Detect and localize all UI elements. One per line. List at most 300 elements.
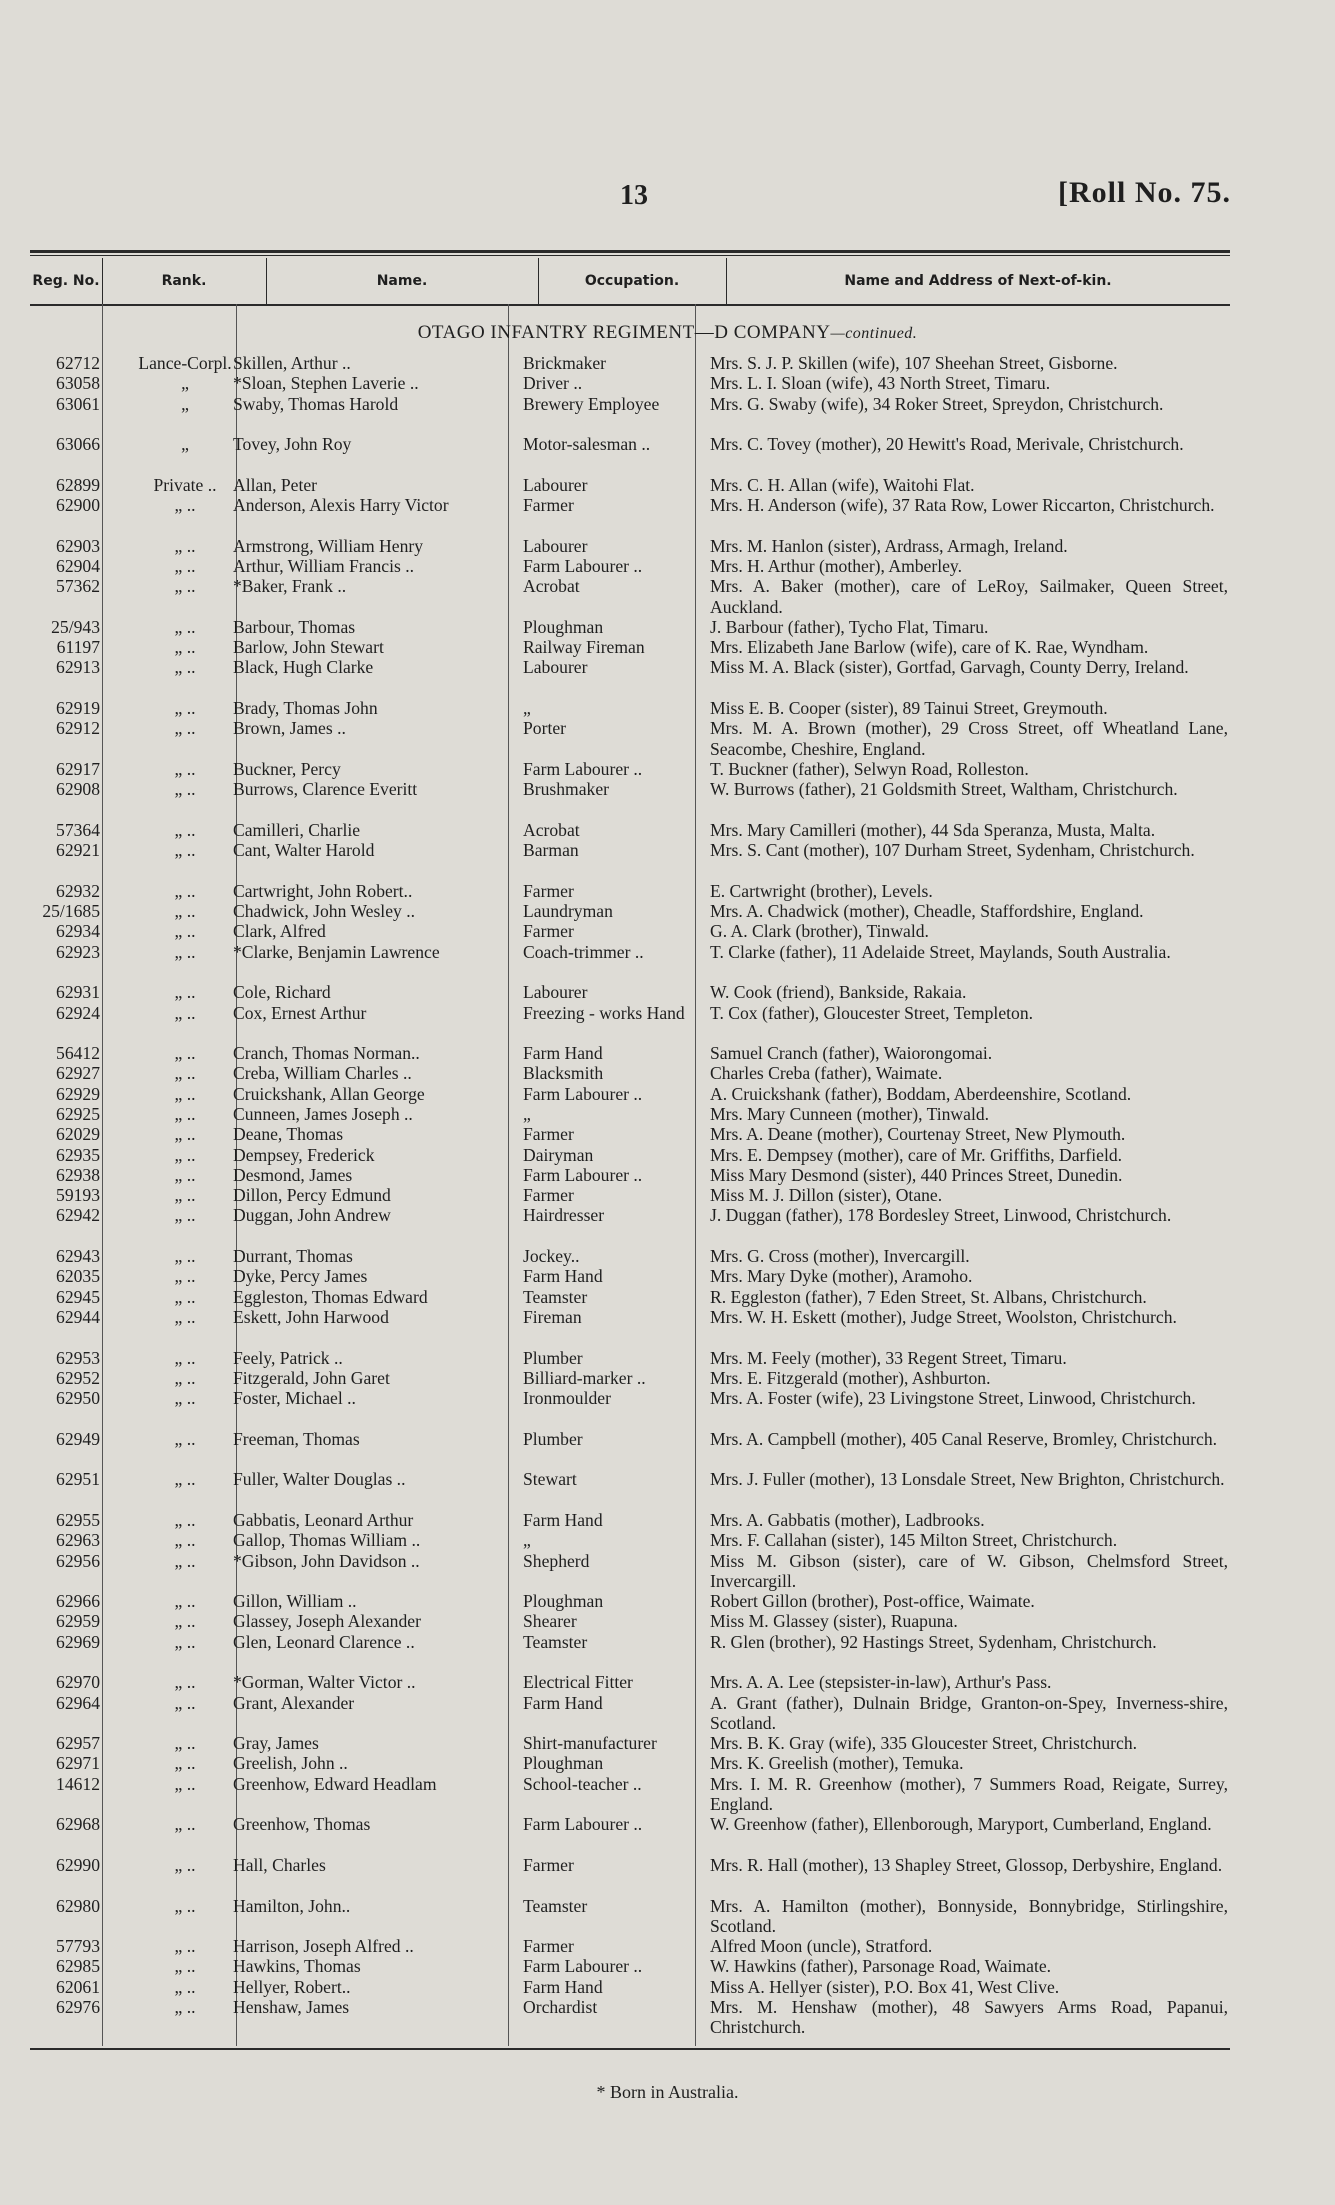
next-of-kin: Mrs. M. Henshaw (mother), 48 Sawyers Arms Road, Papanui, Christchurch. [710, 1997, 1228, 2038]
soldier-name: Desmond, James [233, 1164, 353, 1185]
reg-number: 62956 [56, 1550, 100, 1571]
rank: „ .. [174, 840, 196, 861]
table-row [30, 1429, 1230, 1470]
reg-number: 62931 [56, 982, 100, 1003]
soldier-name: Tovey, John Roy [233, 434, 352, 455]
table-row [30, 1266, 1230, 1286]
reg-number: 62968 [56, 1814, 100, 1835]
occupation: Farmer [523, 495, 574, 516]
next-of-kin: Mrs. A. Baker (mother), care of LeRoy, Sailmaker, Queen Street, Auckland. [710, 576, 1228, 617]
soldier-name: Fitzgerald, John Garet [233, 1367, 390, 1388]
soldier-name: Brady, Thomas John [233, 698, 378, 719]
next-of-kin: Mrs. A. Foster (wife), 23 Livingstone Street, Linwood, Christchurch. [710, 1388, 1196, 1409]
rank: „ .. [174, 1631, 196, 1652]
next-of-kin: Miss M. Gibson (sister), care of W. Gibson, Chelmsford Street, Invercargill. [710, 1550, 1228, 1591]
reg-number: 62029 [56, 1124, 100, 1145]
next-of-kin: Mrs. E. Dempsey (mother), care of Mr. Griffiths, Darfield. [710, 1144, 1123, 1165]
next-of-kin: Mrs. A. A. Lee (stepsister-in-law), Arthur's Pass. [710, 1672, 1052, 1693]
table-row [30, 718, 1230, 759]
rank: „ .. [174, 1956, 196, 1977]
soldier-name: Foster, Michael .. [233, 1388, 356, 1409]
rank: „ .. [174, 1976, 196, 1997]
table-row [30, 1348, 1230, 1368]
table-row [30, 840, 1230, 881]
occupation: Farm Labourer .. [523, 1164, 643, 1185]
soldier-name: *Baker, Frank .. [233, 576, 347, 597]
reg-number: 62923 [56, 941, 100, 962]
soldier-name: Buckner, Percy [233, 758, 341, 779]
next-of-kin: Mrs. A. Hamilton (mother), Bonnyside, Bonnybridge, Stirlingshire, Scotland. [710, 1895, 1228, 1936]
table-row [30, 1043, 1230, 1063]
next-of-kin: Charles Creba (father), Waimate. [710, 1063, 943, 1084]
occupation: Freezing - works Hand [523, 1002, 685, 1023]
soldier-name: Cruickshank, Allan George [233, 1083, 425, 1104]
next-of-kin: Mrs. G. Cross (mother), Invercargill. [710, 1246, 970, 1267]
occupation: School-teacher .. [523, 1773, 642, 1794]
soldier-name: Burrows, Clarence Everitt [233, 779, 418, 800]
soldier-name: Camilleri, Charlie [233, 819, 361, 840]
occupation: Plumber [523, 1428, 583, 1449]
soldier-name: Skillen, Arthur .. [233, 353, 351, 373]
rank: „ .. [174, 1814, 196, 1835]
table-row [30, 820, 1230, 840]
reg-number: 63066 [56, 434, 100, 455]
table-row [30, 1693, 1230, 1734]
next-of-kin: T. Clarke (father), 11 Adelaide Street, Maylands, South Australia. [710, 941, 1171, 962]
soldier-name: Greelish, John .. [233, 1753, 348, 1774]
rank: „ .. [174, 1550, 196, 1571]
header-occupation: Occupation. [538, 258, 727, 304]
occupation: Farm Labourer .. [523, 1083, 643, 1104]
reg-number: 62935 [56, 1144, 100, 1165]
soldier-name: Cunneen, James Joseph .. [233, 1103, 413, 1124]
occupation: Farm Labourer .. [523, 555, 643, 576]
next-of-kin: Mrs. Mary Camilleri (mother), 44 Sda Speranza, Musta, Malta. [710, 819, 1156, 840]
occupation: Billiard-marker .. [523, 1367, 646, 1388]
occupation: Labourer [523, 657, 588, 678]
table-row [30, 1591, 1230, 1611]
table-row [30, 1388, 1230, 1429]
reg-number: 62919 [56, 698, 100, 719]
reg-number: 62949 [56, 1428, 100, 1449]
occupation: Fireman [523, 1306, 582, 1327]
occupation: Labourer [523, 982, 588, 1003]
soldier-name: Chadwick, John Wesley .. [233, 901, 415, 922]
rank: „ .. [174, 555, 196, 576]
next-of-kin: T. Cox (father), Gloucester Street, Templeton. [710, 1002, 1034, 1023]
soldier-name: Barbour, Thomas [233, 616, 356, 637]
table-row [30, 1510, 1230, 1530]
soldier-name: Creba, William Charles .. [233, 1063, 412, 1084]
soldier-name: Eskett, John Harwood [233, 1306, 389, 1327]
rank: „ .. [174, 1509, 196, 1530]
occupation: Brewery Employee [523, 393, 660, 414]
table-row [30, 1469, 1230, 1510]
reg-number: 62899 [56, 474, 100, 495]
reg-number: 62955 [56, 1509, 100, 1530]
table-row [30, 779, 1230, 820]
next-of-kin: Mrs. Elizabeth Jane Barlow (wife), care of K. Rae, Wyndham. [710, 637, 1149, 658]
table-row [30, 434, 1230, 475]
table-header [30, 258, 1230, 306]
rank: „ .. [174, 758, 196, 779]
soldier-name: Gillon, William .. [233, 1591, 357, 1612]
occupation: Teamster [523, 1286, 588, 1307]
soldier-name: Hellyer, Robert.. [233, 1976, 351, 1997]
soldier-name: Feely, Patrick .. [233, 1347, 343, 1368]
soldier-name: Anderson, Alexis Harry Victor [233, 495, 449, 516]
next-of-kin: Mrs. H. Anderson (wife), 37 Rata Row, Lower Riccarton, Christchurch. [710, 495, 1215, 516]
occupation: Brushmaker [523, 779, 609, 800]
table-row [30, 1774, 1230, 1815]
occupation: Electrical Fitter [523, 1672, 633, 1693]
rank: „ .. [174, 576, 196, 597]
rank: „ .. [174, 1185, 196, 1206]
next-of-kin: J. Duggan (father), 178 Bordesley Street, Linwood, Christchurch. [710, 1205, 1172, 1226]
next-of-kin: J. Barbour (father), Tycho Flat, Timaru. [710, 616, 989, 637]
next-of-kin: Miss E. B. Cooper (sister), 89 Tainui Street, Greymouth. [710, 698, 1108, 719]
next-of-kin: Mrs. Mary Dyke (mother), Aramoho. [710, 1266, 973, 1287]
next-of-kin: W. Hawkins (father), Parsonage Road, Waimate. [710, 1956, 1052, 1977]
table-row [30, 1287, 1230, 1307]
table-row [30, 1185, 1230, 1205]
reg-number: 62035 [56, 1266, 100, 1287]
soldier-name: Gabbatis, Leonard Arthur [233, 1509, 414, 1530]
footnote: * Born in Australia. [596, 2082, 739, 2102]
rank: „ .. [174, 1692, 196, 1713]
rank: „ .. [174, 1103, 196, 1124]
occupation: „ [523, 1530, 531, 1551]
reg-number: 62925 [56, 1103, 100, 1124]
occupation: Ploughman [523, 1591, 604, 1612]
soldier-name: Durrant, Thomas [233, 1246, 353, 1267]
table-row [30, 1145, 1230, 1165]
occupation: Farm Hand [523, 1043, 603, 1064]
soldier-name: Swaby, Thomas Harold [233, 393, 399, 414]
soldier-name: Grant, Alexander [233, 1692, 355, 1713]
rank: „ .. [174, 1428, 196, 1449]
reg-number: 62908 [56, 779, 100, 800]
table-row [30, 1084, 1230, 1104]
soldier-name: Fuller, Walter Douglas .. [233, 1469, 406, 1490]
reg-number: 57362 [56, 576, 100, 597]
reg-number: 62951 [56, 1469, 100, 1490]
table-row [30, 373, 1230, 393]
rank: „ .. [174, 718, 196, 739]
rank: „ .. [174, 1530, 196, 1551]
reg-number: 62969 [56, 1631, 100, 1652]
next-of-kin: Mrs. L. I. Sloan (wife), 43 North Street, Timaru. [710, 373, 1051, 394]
occupation: Farm Hand [523, 1976, 603, 1997]
table-row [30, 698, 1230, 718]
occupation: Farmer [523, 1185, 574, 1206]
soldier-name: Barlow, John Stewart [233, 637, 384, 658]
soldier-name: Duggan, John Andrew [233, 1205, 391, 1226]
table-row [30, 942, 1230, 983]
reg-number: 62966 [56, 1591, 100, 1612]
occupation: Farmer [523, 880, 574, 901]
rank: „ .. [174, 637, 196, 658]
reg-number: 62913 [56, 657, 100, 678]
table-row [30, 475, 1230, 495]
rank: „ .. [174, 1246, 196, 1267]
next-of-kin: Miss M. J. Dillon (sister), Otane. [710, 1185, 943, 1206]
next-of-kin: Samuel Cranch (father), Waiorongomai. [710, 1043, 993, 1064]
rank: „ .. [174, 1591, 196, 1612]
bottom-rule [30, 2048, 1230, 2050]
soldier-name: Glen, Leonard Clarence .. [233, 1631, 415, 1652]
reg-number: 14612 [56, 1773, 100, 1794]
occupation: Farm Labourer .. [523, 1814, 643, 1835]
reg-number: 62061 [56, 1976, 100, 1997]
next-of-kin: Mrs. S. Cant (mother), 107 Durham Street, Sydenham, Christchurch. [710, 840, 1195, 861]
rank: „ .. [174, 819, 196, 840]
rank: „ .. [174, 1936, 196, 1957]
table-row [30, 576, 1230, 617]
reg-number: 62952 [56, 1367, 100, 1388]
table-row [30, 495, 1230, 536]
occupation: Dairyman [523, 1144, 594, 1165]
table-row [30, 1956, 1230, 1976]
soldier-name: Glassey, Joseph Alexander [233, 1611, 421, 1632]
rank: „ .. [174, 880, 196, 901]
rank: „ .. [174, 1773, 196, 1794]
rank: „ [181, 373, 189, 394]
rank: „ .. [174, 1124, 196, 1145]
next-of-kin: Mrs. C. H. Allan (wife), Waitohi Flat. [710, 474, 975, 495]
next-of-kin: Mrs. A. Chadwick (mother), Cheadle, Staffordshire, England. [710, 901, 1144, 922]
header-next-of-kin: Name and Address of Next-of-kin. [844, 273, 1112, 289]
next-of-kin: Mrs. W. H. Eskett (mother), Judge Street, Woolston, Christchurch. [710, 1306, 1177, 1327]
reg-number: 62950 [56, 1388, 100, 1409]
occupation: Farm Hand [523, 1266, 603, 1287]
reg-number: 62934 [56, 921, 100, 942]
occupation: Acrobat [523, 576, 580, 597]
rank: „ .. [174, 921, 196, 942]
occupation: Ploughman [523, 616, 604, 637]
table-row [30, 1307, 1230, 1348]
soldier-name: Cole, Richard [233, 982, 331, 1003]
table-row [30, 1855, 1230, 1896]
soldier-name: Dempsey, Frederick [233, 1144, 375, 1165]
reg-number: 62985 [56, 1956, 100, 1977]
reg-number: 25/1685 [42, 901, 100, 922]
top-rule-thin [30, 255, 1230, 256]
rank: „ .. [174, 1367, 196, 1388]
occupation: Ploughman [523, 1753, 604, 1774]
table-row [30, 1896, 1230, 1937]
reg-number: 63058 [56, 373, 100, 394]
roll-number: [Roll No. 75. [1058, 176, 1231, 209]
next-of-kin: Mrs. R. Hall (mother), 13 Shapley Street, Glossop, Derbyshire, England. [710, 1854, 1223, 1875]
header-name: Name. [266, 258, 539, 304]
next-of-kin: Mrs. F. Callahan (sister), 145 Milton Street, Christchurch. [710, 1530, 1118, 1551]
soldier-name: Arthur, William Francis .. [233, 555, 415, 576]
occupation: Farm Labourer .. [523, 1956, 643, 1977]
soldier-name: Black, Hugh Clarke [233, 657, 374, 678]
table-row [30, 617, 1230, 637]
occupation: Brickmaker [523, 353, 607, 373]
header-reg-no: Reg. No. [30, 258, 103, 304]
rank: „ .. [174, 1469, 196, 1490]
table-row [30, 1104, 1230, 1124]
rank: „ .. [174, 1164, 196, 1185]
rank: „ [181, 393, 189, 414]
table-row [30, 637, 1230, 657]
reg-number: 62924 [56, 1002, 100, 1023]
occupation: „ [523, 1103, 531, 1124]
occupation: Shepherd [523, 1550, 590, 1571]
occupation: Labourer [523, 474, 588, 495]
soldier-name: Brown, James .. [233, 718, 346, 739]
soldier-name: *Sloan, Stephen Laverie .. [233, 373, 419, 394]
next-of-kin: W. Greenhow (father), Ellenborough, Maryport, Cumberland, England. [710, 1814, 1212, 1835]
occupation: Motor-salesman .. [523, 434, 651, 455]
table-row [30, 657, 1230, 698]
reg-number: 63061 [56, 393, 100, 414]
reg-number: 62938 [56, 1164, 100, 1185]
table-row [30, 1551, 1230, 1592]
next-of-kin: Mrs. I. M. R. Greenhow (mother), 7 Summers Road, Reigate, Surrey, England. [710, 1773, 1228, 1815]
soldier-name: Cox, Ernest Arthur [233, 1002, 367, 1023]
table-row [30, 1753, 1230, 1773]
soldier-name: *Clarke, Benjamin Lawrence [233, 941, 440, 962]
table-row [30, 1003, 1230, 1044]
rank: „ [181, 434, 189, 455]
table-row [30, 1165, 1230, 1185]
reg-number: 25/943 [51, 616, 100, 637]
occupation: Shearer [523, 1611, 577, 1632]
rank: „ .. [174, 657, 196, 678]
rank: „ .. [174, 1266, 196, 1287]
reg-number: 61197 [56, 637, 100, 658]
rank: „ .. [174, 1002, 196, 1023]
table-row [30, 556, 1230, 576]
occupation: Farmer [523, 1854, 574, 1875]
next-of-kin: G. A. Clark (brother), Tinwald. [710, 921, 929, 942]
occupation: Orchardist [523, 1997, 598, 2018]
next-of-kin: Mrs. E. Fitzgerald (mother), Ashburton. [710, 1367, 991, 1388]
reg-number: 62944 [56, 1306, 100, 1327]
reg-number: 62990 [56, 1854, 100, 1875]
reg-number: 57364 [56, 819, 100, 840]
next-of-kin: Alfred Moon (uncle), Stratford. [710, 1936, 933, 1957]
reg-number: 62964 [56, 1692, 100, 1713]
next-of-kin: Mrs. K. Greelish (mother), Temuka. [710, 1753, 964, 1774]
table-row [30, 1246, 1230, 1266]
occupation: Driver .. [523, 373, 583, 394]
rank: „ .. [174, 1286, 196, 1307]
soldier-name: Clark, Alfred [233, 921, 326, 942]
table-row [30, 759, 1230, 779]
rank: „ .. [174, 698, 196, 719]
reg-number: 62900 [56, 495, 100, 516]
occupation: Labourer [523, 535, 588, 556]
soldier-name: Dillon, Percy Edmund [233, 1185, 391, 1206]
table-row [30, 1063, 1230, 1083]
rank: „ .. [174, 1083, 196, 1104]
occupation: Teamster [523, 1631, 588, 1652]
table-row [30, 1672, 1230, 1692]
rank: „ .. [174, 1205, 196, 1226]
rank: „ .. [174, 1388, 196, 1409]
rank: „ .. [174, 1144, 196, 1165]
next-of-kin: W. Burrows (father), 21 Goldsmith Street, Waltham, Christchurch. [710, 779, 1178, 800]
top-rule [30, 250, 1230, 253]
next-of-kin: Mrs. J. Fuller (mother), 13 Lonsdale Street, New Brighton, Christchurch. [710, 1469, 1225, 1490]
rank: „ .. [174, 1347, 196, 1368]
soldier-name: Gallop, Thomas William .. [233, 1530, 421, 1551]
rank: „ .. [174, 779, 196, 800]
occupation: Hairdresser [523, 1205, 605, 1226]
table-row [30, 1977, 1230, 1997]
page-number: 13 [620, 180, 648, 211]
table-row [30, 921, 1230, 941]
soldier-name: Freeman, Thomas [233, 1428, 360, 1449]
reg-number: 62963 [56, 1530, 100, 1551]
soldier-name: Eggleston, Thomas Edward [233, 1286, 428, 1307]
reg-number: 62980 [56, 1895, 100, 1916]
occupation: Coach-trimmer .. [523, 941, 644, 962]
next-of-kin: W. Cook (friend), Bankside, Rakaia. [710, 982, 967, 1003]
table-row [30, 1632, 1230, 1673]
table-row [30, 394, 1230, 435]
table-row [30, 1611, 1230, 1631]
section-title-text: OTAGO INFANTRY REGIMENT—D COMPANY [417, 322, 831, 343]
occupation: Blacksmith [523, 1063, 604, 1084]
soldier-name: Hall, Charles [233, 1854, 326, 1875]
next-of-kin: T. Buckner (father), Selwyn Road, Rolleston. [710, 758, 1029, 779]
occupation: Ironmoulder [523, 1388, 611, 1409]
next-of-kin: E. Cartwright (brother), Levels. [710, 880, 933, 901]
reg-number: 62712 [56, 353, 100, 373]
table-row [30, 901, 1230, 921]
rank: „ .. [174, 982, 196, 1003]
next-of-kin: Mrs. G. Swaby (wife), 34 Roker Street, Spreydon, Christchurch. [710, 393, 1164, 414]
next-of-kin: Mrs. M. Feely (mother), 33 Regent Street, Timaru. [710, 1347, 1067, 1368]
reg-number: 62945 [56, 1286, 100, 1307]
rank: „ .. [174, 1997, 196, 2018]
rank: „ .. [174, 941, 196, 962]
soldier-name: Deane, Thomas [233, 1124, 344, 1145]
table-row [30, 536, 1230, 556]
reg-number: 62903 [56, 535, 100, 556]
next-of-kin: R. Glen (brother), 92 Hastings Street, Sydenham, Christchurch. [710, 1631, 1157, 1652]
occupation: Farm Hand [523, 1509, 603, 1530]
rank: „ .. [174, 1672, 196, 1693]
rank: „ .. [174, 1611, 196, 1632]
occupation: Farm Hand [523, 1692, 603, 1713]
soldier-name: Hawkins, Thomas [233, 1956, 361, 1977]
occupation: Laundryman [523, 901, 613, 922]
table-row [30, 1368, 1230, 1388]
soldier-name: *Gibson, John Davidson .. [233, 1550, 420, 1571]
soldier-name: Greenhow, Edward Headlam [233, 1773, 437, 1794]
reg-number: 57793 [56, 1936, 100, 1957]
soldier-name: Dyke, Percy James [233, 1266, 368, 1287]
next-of-kin: A. Grant (father), Dulnain Bridge, Granton-on-Spey, Inverness-shire, Scotland. [710, 1692, 1228, 1733]
rank: „ .. [174, 1063, 196, 1084]
next-of-kin: Mrs. M. A. Brown (mother), 29 Cross Street, off Wheatland Lane, Seacombe, Cheshire, England. [710, 718, 1228, 759]
rank: „ .. [174, 535, 196, 556]
next-of-kin: Mrs. A. Campbell (mother), 405 Canal Reserve, Bromley, Christchurch. [710, 1428, 1218, 1449]
occupation: Farm Labourer .. [523, 758, 643, 779]
rank: Private .. [153, 474, 217, 495]
occupation: Acrobat [523, 819, 580, 840]
next-of-kin: A. Cruickshank (father), Boddam, Aberdeenshire, Scotland. [710, 1083, 1132, 1104]
next-of-kin: Robert Gillon (brother), Post-office, Waimate. [710, 1591, 1035, 1612]
next-of-kin: Mrs. C. Tovey (mother), 20 Hewitt's Road, Merivale, Christchurch. [710, 434, 1184, 455]
